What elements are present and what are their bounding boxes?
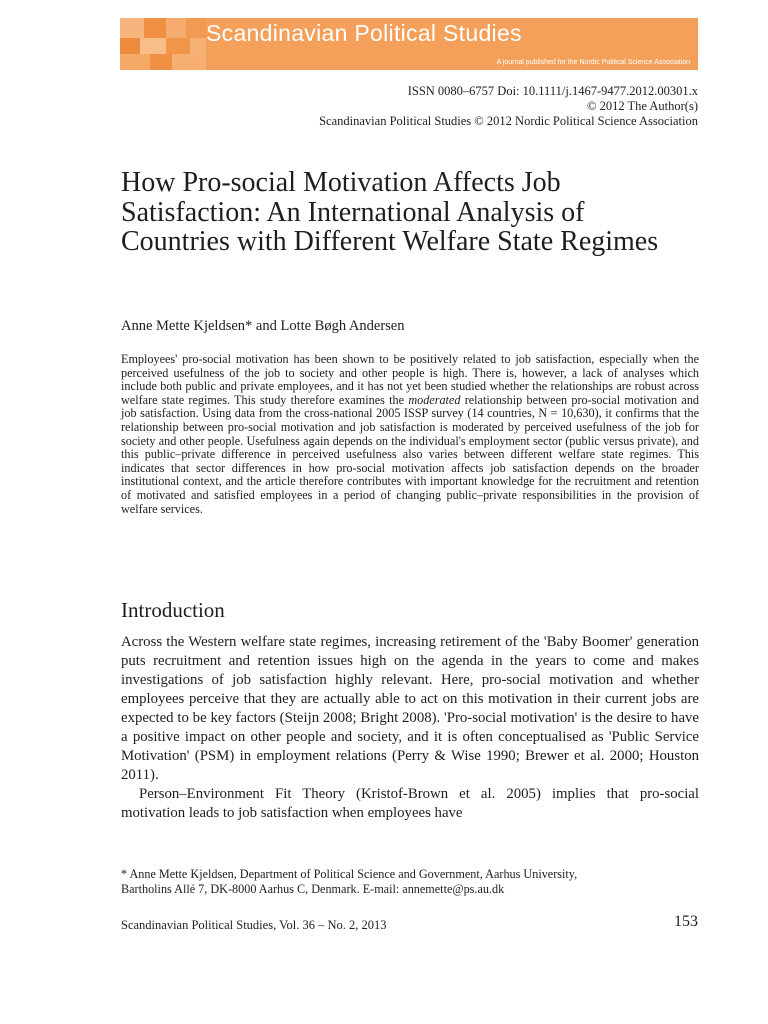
page-number: 153 bbox=[674, 913, 698, 930]
banner-logo-squares bbox=[120, 18, 206, 70]
abstract bbox=[121, 353, 699, 516]
footnote-line-1: * Anne Mette Kjeldsen, Department of Political Science and Government, Aarhus University, bbox=[121, 867, 578, 881]
abstract-text-part1: Employees' pro-social motivation has been shown to be positively related to job satisfaction, especially when the perceived usefulness of the job to society and other people is high. There is, however, a lack of analyses which include both public and private employees, and it has not yet been studied whether the relationships are robust across welfare state regimes. This study therefore examines the bbox=[121, 352, 699, 407]
copyright-journal: Scandinavian Political Studies © 2012 Nordic Political Science Association bbox=[319, 114, 698, 128]
article-authors: Anne Mette Kjeldsen* and Lotte Bøgh Andersen bbox=[121, 318, 405, 334]
paragraph-2: Person–Environment Fit Theory (Kristof-Brown et al. 2005) implies that pro-social motivation leads to job satisfaction when employees have bbox=[121, 786, 699, 821]
abstract-emphasis: moderated bbox=[408, 392, 461, 407]
issn-doi: ISSN 0080–6757 Doi: 10.1111/j.1467-9477.2012.00301.x bbox=[407, 84, 698, 98]
paragraph-1: Across the Western welfare state regimes, increasing retirement of the 'Baby Boomer' generation puts recruitment and retention issues high on the agenda in the years to come and makes investigations of job satisfaction highly relevant. Here, pro-social motivation and whether employees perceive that they are actually able to act on this motivation in their current jobs are expected to be key factors (Steijn 2008; Bright 2008). 'Pro-social motivation' is the desire to have a positive impact on other people and society, and it is often conceptualised as 'Public Service Motivation' (PSM) in employment relations (Perry & Wise 1990; Brewer et al. 2000; Houston 2011). bbox=[121, 634, 699, 783]
copyright-author: © 2012 The Author(s) bbox=[587, 99, 698, 113]
article-metadata bbox=[319, 84, 698, 129]
body-text bbox=[121, 633, 699, 823]
journal-title: Scandinavian Political Studies bbox=[206, 20, 522, 46]
footnote-line-2: Bartholins Allé 7, DK-8000 Aarhus C, Denmark. E-mail: annemette@ps.au.dk bbox=[121, 881, 505, 896]
journal-subtitle: A journal published for the Nordic Political Science Association bbox=[496, 59, 690, 66]
journal-banner bbox=[120, 18, 698, 70]
article-title: How Pro-social Motivation Affects Job Satisfaction: An International Analysis of Countries with Different Welfare State Regimes bbox=[121, 167, 659, 257]
section-heading-introduction: Introduction bbox=[121, 598, 225, 622]
author-footnote bbox=[121, 867, 699, 896]
abstract-text-part2: relationship between pro-social motivation and job satisfaction. Using data from the cross-national 2005 ISSP survey (14 countries, N = 10,630), it confirms that the relationship between pro-social motivation and job satisfaction is moderated by perceived usefulness of the job for society and other people. Usefulness again depends on the individual's employment sector (public versus private), and this public–private difference in perceived usefulness also varies between different welfare state regimes. This indicates that sector differences in how pro-social motivation affects job satisfaction depends on the broader institutional context, and the article therefore contributes with important knowledge for the recruitment and retention of motivated and satisfied employees in a period of changing public–private responsibilities in the provision of welfare services. bbox=[121, 392, 700, 516]
footer-journal-citation: Scandinavian Political Studies, Vol. 36 – No. 2, 2013 bbox=[121, 918, 387, 932]
